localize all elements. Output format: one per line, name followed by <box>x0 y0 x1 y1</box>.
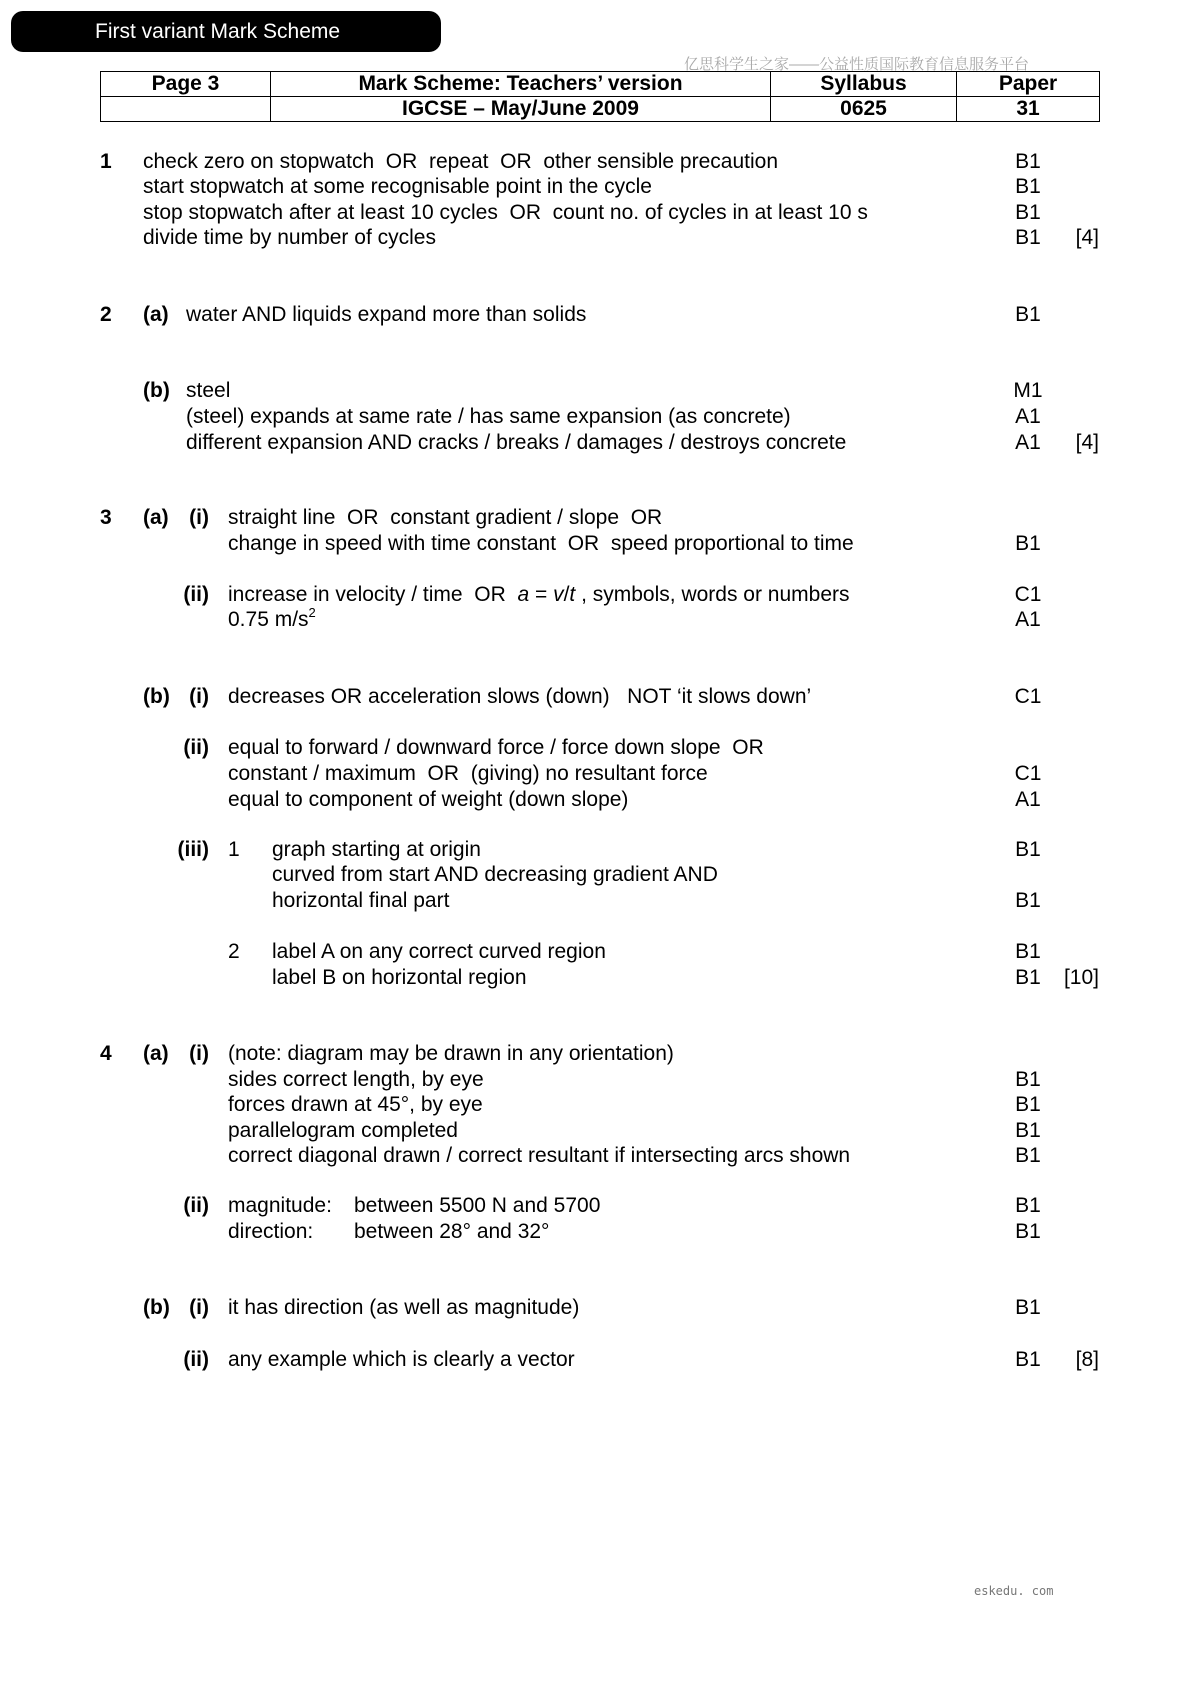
q2b-line <box>0 430 1190 456</box>
formula-slash: / <box>563 583 570 606</box>
q1-line <box>0 174 1190 200</box>
answer-text: horizontal final part <box>272 889 450 912</box>
q3bi-line <box>0 684 1190 710</box>
item-number: 2 <box>228 940 240 963</box>
question-total: [10] <box>1063 966 1099 989</box>
subpart-label: (ii) <box>183 1194 209 1217</box>
page-number: Page 3 <box>101 72 271 97</box>
q3bii-line <box>0 761 1190 787</box>
header-table <box>100 71 1100 122</box>
formula-variable-v: v <box>553 583 564 606</box>
q2b-line <box>0 404 1190 430</box>
question-total: [8] <box>1075 1348 1099 1371</box>
mark: A1 <box>1015 608 1041 631</box>
mark: B1 <box>1015 1119 1041 1142</box>
answer-text: change in speed with time constant OR speed proportional to time <box>228 532 854 555</box>
mark: B1 <box>1015 889 1041 912</box>
q3aii-line <box>0 607 1190 633</box>
question-number: 4 <box>100 1042 112 1065</box>
subpart-label: (i) <box>189 1042 209 1065</box>
mark: B1 <box>1015 838 1041 861</box>
answer-text: divide time by number of cycles <box>143 226 436 249</box>
answer-text: forces drawn at 45°, by eye <box>228 1093 483 1116</box>
answer-text: different expansion AND cracks / breaks / damages / destroys concrete <box>186 431 847 454</box>
subpart-label: (i) <box>189 685 209 708</box>
q3biii-line <box>0 837 1190 863</box>
formula-equals: = <box>529 583 554 606</box>
question-total: [4] <box>1075 226 1099 249</box>
answer-text: curved from start AND decreasing gradient AND <box>272 863 718 886</box>
q3biii-line <box>0 965 1190 991</box>
mark: B1 <box>1015 1220 1041 1243</box>
empty-cell <box>101 97 271 122</box>
q3bii-line <box>0 735 1190 761</box>
exam-session: IGCSE – May/June 2009 <box>271 97 771 122</box>
answer-text: (note: diagram may be drawn in any orientation) <box>228 1042 674 1065</box>
q2a-line <box>0 302 1190 328</box>
paper-label: Paper <box>957 72 1100 97</box>
mark: A1 <box>1015 431 1041 454</box>
question-number: 2 <box>100 303 112 326</box>
mark: B1 <box>1015 1296 1041 1319</box>
answer-text <box>228 607 316 633</box>
mark: B1 <box>1015 1194 1041 1217</box>
footer-site: eskedu. com <box>974 1584 1054 1598</box>
q1-line <box>0 200 1190 226</box>
q3ai-line <box>0 505 1190 531</box>
mark: A1 <box>1015 405 1041 428</box>
document-title: Mark Scheme: Teachers’ version <box>271 72 771 97</box>
question-total: [4] <box>1075 431 1099 454</box>
part-label: (a) <box>143 506 169 529</box>
mark: C1 <box>1014 685 1042 708</box>
mark: A1 <box>1015 788 1041 811</box>
banner-title: First variant Mark Scheme <box>95 20 341 43</box>
part-label: (b) <box>143 1296 170 1319</box>
syllabus-code: 0625 <box>771 97 957 122</box>
part-label: (b) <box>143 379 170 402</box>
formula-variable-t: t <box>569 583 576 606</box>
mark: B1 <box>1015 1348 1041 1371</box>
variant-banner <box>11 11 441 52</box>
question-number: 1 <box>100 150 112 173</box>
q4ai-line <box>0 1041 1190 1067</box>
item-number: 1 <box>228 838 240 861</box>
subpart-label: (ii) <box>183 583 209 606</box>
mark: B1 <box>1015 303 1041 326</box>
q4bii-line <box>0 1347 1190 1373</box>
field-label: magnitude: <box>228 1194 332 1217</box>
part-label: (b) <box>143 685 170 708</box>
subpart-label: (iii) <box>177 838 209 861</box>
mark: B1 <box>1015 175 1041 198</box>
watermark-text: 亿思科学生之家——公益性质国际教育信息服务平台 <box>684 56 1030 73</box>
mark: B1 <box>1015 1093 1041 1116</box>
mark: C1 <box>1014 762 1042 785</box>
field-value: between 5500 N and 5700 <box>354 1194 601 1217</box>
q4aii-line <box>0 1193 1190 1219</box>
answer-text: equal to forward / downward force / force down slope OR <box>228 736 764 759</box>
answer-text: parallelogram completed <box>228 1119 458 1142</box>
mark: B1 <box>1015 1144 1041 1167</box>
answer-text: water AND liquids expand more than solids <box>186 303 587 326</box>
answer-text: straight line OR constant gradient / slope OR <box>228 506 663 529</box>
q1-line <box>0 225 1190 251</box>
answer-text: start stopwatch at some recognisable point in the cycle <box>143 175 652 198</box>
paper-number: 31 <box>957 97 1100 122</box>
answer-text: decreases OR acceleration slows (down) NOT ‘it slows down’ <box>228 685 812 708</box>
answer-text: correct diagonal drawn / correct resultant if intersecting arcs shown <box>228 1144 851 1167</box>
q3aii-line <box>0 582 1190 608</box>
part-label: (a) <box>143 303 169 326</box>
q3biii-line <box>0 862 1190 888</box>
unit-superscript: 2 <box>308 605 316 620</box>
answer-text: stop stopwatch after at least 10 cycles OR count no. of cycles in at least 10 s <box>143 201 868 224</box>
subpart-label: (i) <box>189 506 209 529</box>
header-row-2 <box>101 97 1100 122</box>
q3biii-line <box>0 939 1190 965</box>
formula-variable-a: a <box>517 583 530 606</box>
q4ai-line <box>0 1092 1190 1118</box>
syllabus-label: Syllabus <box>771 72 957 97</box>
answer-text: label B on horizontal region <box>272 966 527 989</box>
mark: B1 <box>1015 1068 1041 1091</box>
q1-line <box>0 149 1190 175</box>
q4ai-line <box>0 1143 1190 1169</box>
answer-text: graph starting at origin <box>272 838 481 861</box>
answer-text: any example which is clearly a vector <box>228 1348 575 1371</box>
answer-text: it has direction (as well as magnitude) <box>228 1296 580 1319</box>
field-value: between 28° and 32° <box>354 1220 550 1243</box>
formula-text: increase in velocity / time OR <box>228 583 518 606</box>
answer-text: sides correct length, by eye <box>228 1068 484 1091</box>
q3biii-line <box>0 888 1190 914</box>
answer-text: constant / maximum OR (giving) no resultant force <box>228 762 708 785</box>
answer-text: (steel) expands at same rate / has same expansion (as concrete) <box>186 405 791 428</box>
mark: C1 <box>1014 583 1042 606</box>
formula-note: , symbols, words or numbers <box>575 583 850 606</box>
q4aii-line <box>0 1219 1190 1245</box>
mark: B1 <box>1015 966 1041 989</box>
mark: B1 <box>1015 201 1041 224</box>
mark: B1 <box>1015 150 1041 173</box>
question-number: 3 <box>100 506 112 529</box>
mark: B1 <box>1015 226 1041 249</box>
mark: B1 <box>1015 940 1041 963</box>
header-row-1 <box>101 72 1100 97</box>
answer-text <box>228 582 850 608</box>
mark: M1 <box>1013 379 1043 402</box>
q4bi-line <box>0 1295 1190 1321</box>
q2b-line <box>0 378 1190 404</box>
answer-text: equal to component of weight (down slope) <box>228 788 629 811</box>
answer-text: check zero on stopwatch OR repeat OR other sensible precaution <box>143 150 778 173</box>
q3ai-line <box>0 531 1190 557</box>
part-label: (a) <box>143 1042 169 1065</box>
answer-value: 0.75 m/s <box>228 608 309 631</box>
answer-text: steel <box>186 379 231 402</box>
q3bii-line <box>0 787 1190 813</box>
subpart-label: (ii) <box>183 736 209 759</box>
subpart-label: (i) <box>189 1296 209 1319</box>
mark: B1 <box>1015 532 1041 555</box>
q4ai-line <box>0 1118 1190 1144</box>
field-label: direction: <box>228 1220 314 1243</box>
q4ai-line <box>0 1067 1190 1093</box>
answer-text: label A on any correct curved region <box>272 940 606 963</box>
subpart-label: (ii) <box>183 1348 209 1371</box>
